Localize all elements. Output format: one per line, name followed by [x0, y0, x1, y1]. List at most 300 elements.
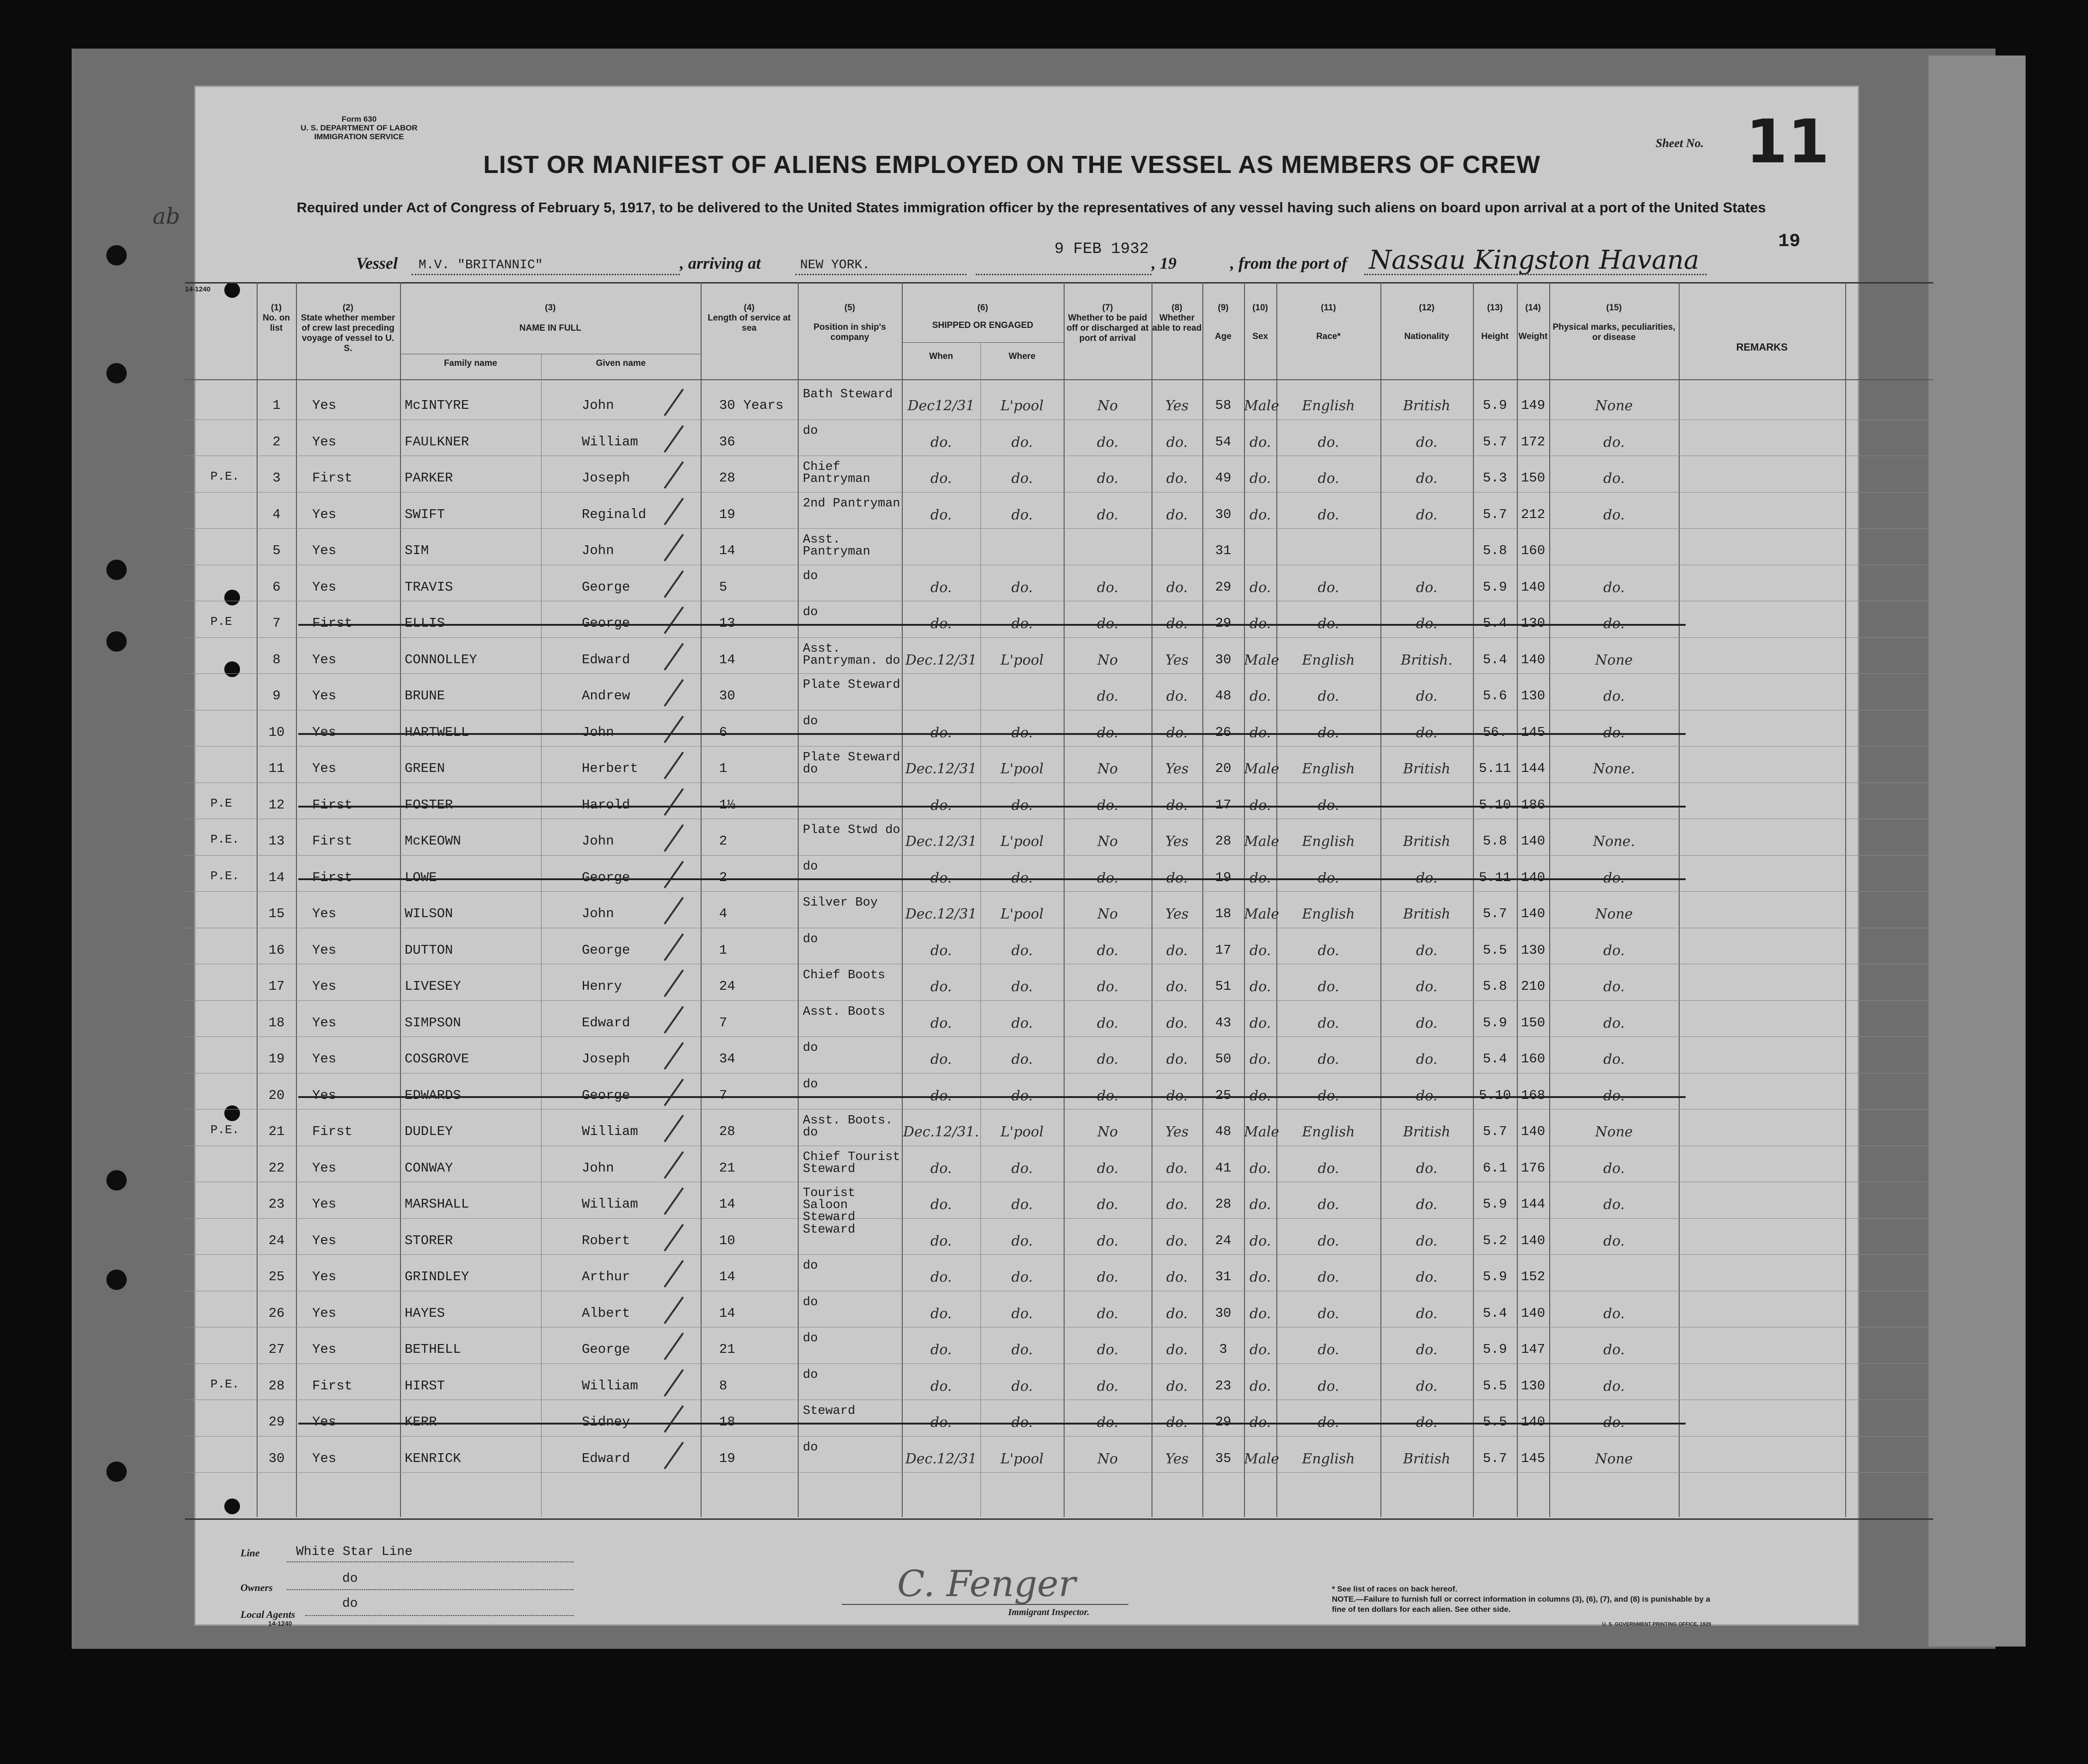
from-underline	[1364, 274, 1706, 275]
cell-weight: 140	[1521, 870, 1546, 885]
cell-nat: do.	[1416, 1087, 1438, 1104]
cell-paid: do.	[1096, 616, 1119, 632]
col-rule	[1549, 282, 1550, 1517]
col-3-header	[400, 303, 701, 333]
form-number: Form 630	[341, 115, 377, 123]
cell-sex: do.	[1249, 1269, 1271, 1285]
cell-given: William	[582, 1378, 638, 1394]
cell-position: Bath Steward	[803, 388, 893, 401]
vessel-name: M.V. "BRITANNIC"	[419, 258, 543, 272]
cell-no: 16	[268, 942, 285, 958]
cell-given: William	[582, 1124, 638, 1139]
cell-where: do.	[1011, 1414, 1033, 1431]
footnotes	[1332, 1584, 1711, 1629]
cell-where: do.	[1011, 1233, 1033, 1249]
cell-position: do	[803, 1440, 818, 1455]
cell-height: 5.9	[1483, 1015, 1507, 1030]
cell-read: do.	[1166, 1342, 1188, 1358]
col-5-header	[798, 303, 902, 343]
cell-state: Yes	[312, 1269, 337, 1284]
cell-state: Yes	[312, 1414, 337, 1430]
cell-no: 13	[268, 833, 285, 849]
cell-age: 17	[1215, 797, 1232, 813]
cell-height: 5.10	[1478, 797, 1511, 813]
cell-when: do.	[930, 1414, 952, 1431]
cell-position: Plate Steward	[803, 678, 900, 692]
cell-state: Yes	[312, 1342, 337, 1357]
cell-read: do.	[1166, 1414, 1188, 1431]
cell-service: 4	[719, 906, 727, 921]
col-rule	[1244, 282, 1245, 1517]
row-rule	[185, 637, 1933, 638]
cell-weight: 145	[1521, 1450, 1546, 1466]
punch-hole	[106, 1170, 127, 1190]
cell-when: Dec.12/31	[905, 833, 977, 850]
cell-nat: do.	[1416, 942, 1438, 959]
margin-note: ab	[153, 204, 180, 229]
row-rule	[185, 891, 1933, 892]
cell-weight: 140	[1521, 1305, 1546, 1321]
cell-no: 20	[268, 1087, 285, 1103]
cell-read: do.	[1166, 688, 1188, 704]
crew-table	[185, 282, 1933, 1520]
cell-state: Yes	[312, 724, 337, 740]
inspector-signature: C. Fenger	[897, 1563, 1076, 1605]
row-rule	[185, 1436, 1933, 1437]
cell-marks: None	[1595, 1124, 1633, 1140]
cell-weight: 160	[1521, 1051, 1546, 1067]
cell-weight: 140	[1521, 579, 1546, 595]
col-number: (15)	[1606, 303, 1622, 313]
cell-weight: 130	[1521, 1378, 1546, 1394]
cell-no: 21	[268, 1124, 285, 1139]
cell-service: 8	[719, 1378, 727, 1394]
strike-through-line	[298, 1096, 1686, 1098]
cell-state: Yes	[312, 1197, 337, 1212]
col-2-header	[298, 303, 398, 354]
punch-hole	[106, 560, 127, 580]
col-label: Weight	[1518, 332, 1548, 341]
cell-when: Dec.12/31	[905, 652, 977, 668]
col-rule	[1679, 282, 1680, 1517]
cell-race: English	[1302, 906, 1355, 922]
header-bottom-rule	[185, 379, 1933, 380]
cell-sex: do.	[1249, 1197, 1271, 1213]
col-rule	[1473, 282, 1474, 1517]
cell-height: 5.4	[1483, 652, 1507, 667]
cell-height: 5.6	[1483, 688, 1507, 703]
cell-when: Dec.12/31	[905, 761, 977, 777]
footnote-penalty: NOTE.—Failure to furnish full or correct information in columns (3), (6), (7), and (8) is punishable by a fine of ten dollars for each alien. See other side.	[1332, 1595, 1710, 1614]
cell-state: Yes	[312, 579, 337, 595]
cell-weight: 140	[1521, 906, 1546, 921]
cell-paid: do.	[1096, 470, 1119, 487]
cell-weight: 150	[1521, 1015, 1546, 1030]
agents-underline	[305, 1615, 573, 1616]
cell-paid: do.	[1096, 1233, 1119, 1249]
cell-age: 31	[1215, 1269, 1232, 1284]
cell-sex: do.	[1249, 724, 1271, 741]
cell-when: do.	[930, 870, 952, 886]
cell-weight: 152	[1521, 1269, 1546, 1284]
cell-service: 28	[719, 470, 735, 486]
col-number: (7)	[1102, 303, 1113, 313]
owners-value: do	[342, 1572, 358, 1586]
cell-height: 5.7	[1483, 1124, 1507, 1139]
col-label: Nationality	[1404, 332, 1449, 341]
cell-sex: Male	[1244, 1124, 1279, 1140]
pe-mark: P.E	[210, 615, 232, 629]
cell-race: do.	[1318, 870, 1339, 886]
cell-weight: 160	[1521, 543, 1546, 558]
cell-position: do	[803, 605, 818, 619]
cell-when: do.	[930, 1051, 952, 1067]
cell-given: John	[582, 1160, 614, 1176]
cell-given: Joseph	[582, 470, 630, 486]
cell-state: First	[312, 1124, 353, 1139]
cell-race: do.	[1318, 579, 1339, 596]
cell-given: George	[582, 1087, 630, 1103]
cell-no: 26	[268, 1305, 285, 1321]
cell-state: Yes	[312, 1450, 337, 1466]
cell-paid: No	[1097, 906, 1118, 922]
col-number: (4)	[744, 303, 755, 313]
col-11-header	[1276, 303, 1380, 342]
cell-race: do.	[1318, 1015, 1339, 1031]
cell-race: English	[1302, 652, 1355, 668]
owners-label: Owners	[240, 1582, 273, 1593]
cell-race: English	[1302, 833, 1355, 850]
cell-height: 5.9	[1483, 1269, 1507, 1284]
cell-sex: do.	[1249, 688, 1271, 704]
col-8-header	[1152, 303, 1202, 333]
cell-read: do.	[1166, 1378, 1188, 1394]
col-10-header	[1244, 303, 1276, 342]
cell-position: Plate Stwd do	[803, 823, 900, 837]
cell-given: George	[582, 870, 630, 885]
cell-service: 24	[719, 979, 735, 994]
col-rule	[1845, 282, 1846, 1517]
col-6-header	[902, 303, 1064, 331]
cell-weight: 140	[1521, 1414, 1546, 1430]
row-rule	[185, 1109, 1933, 1110]
cell-where: do.	[1011, 1197, 1033, 1213]
cell-nat: do.	[1416, 724, 1438, 741]
cell-marks: do.	[1603, 434, 1625, 450]
cell-sex: do.	[1249, 506, 1271, 523]
cell-when: Dec12/31	[907, 398, 975, 414]
form-code: 14-1240	[185, 285, 211, 293]
cell-race: do.	[1318, 688, 1339, 704]
cell-given: Edward	[582, 1015, 630, 1030]
cell-when: do.	[930, 979, 952, 995]
cell-service: 36	[719, 434, 735, 450]
cell-nat: do.	[1416, 1160, 1438, 1177]
cell-sex: do.	[1249, 1051, 1271, 1067]
cell-position: Asst. Boots. do	[803, 1114, 893, 1140]
agents-label: Local Agents	[240, 1609, 296, 1620]
cell-given: John	[582, 543, 614, 558]
cell-read: do.	[1166, 724, 1188, 741]
cell-weight: 210	[1521, 979, 1546, 994]
cell-race: do.	[1318, 470, 1339, 487]
cell-weight: 172	[1521, 434, 1546, 450]
from-label: , from the port of	[1230, 254, 1348, 272]
cell-nat: do.	[1416, 1269, 1438, 1285]
cell-where: L'pool	[1000, 906, 1044, 922]
cell-race: English	[1302, 1450, 1355, 1467]
col-rule	[1202, 282, 1203, 1517]
cell-service: 19	[719, 1450, 735, 1466]
cell-family: EDWARDS	[405, 1087, 461, 1103]
cell-given: Andrew	[582, 688, 630, 703]
cell-age: 43	[1215, 1015, 1232, 1030]
cell-paid: do.	[1096, 1197, 1119, 1213]
cell-weight: 144	[1521, 1197, 1546, 1212]
cell-service: 7	[719, 1087, 727, 1103]
cell-read: do.	[1166, 942, 1188, 959]
cell-where: L'pool	[1000, 652, 1044, 668]
cell-paid: do.	[1096, 688, 1119, 704]
cell-given: George	[582, 1342, 630, 1357]
cell-state: Yes	[312, 1233, 337, 1248]
cell-read: do.	[1166, 1051, 1188, 1067]
cell-nat: do.	[1416, 1414, 1438, 1431]
cell-family: BETHELL	[405, 1342, 461, 1357]
cell-position: do	[803, 1295, 818, 1309]
cell-where: do.	[1011, 1015, 1033, 1031]
pe-mark: P.E.	[210, 1377, 240, 1391]
cell-race: do.	[1318, 1160, 1339, 1177]
col-number: (11)	[1321, 303, 1336, 313]
cell-when: Dec.12/31.	[903, 1124, 979, 1140]
cell-age: 25	[1215, 1087, 1232, 1103]
cell-height: 5.9	[1483, 398, 1507, 413]
cell-given: Edward	[582, 1450, 630, 1466]
cell-where: do.	[1011, 870, 1033, 886]
col-number: (14)	[1525, 303, 1541, 313]
cell-family: TRAVIS	[405, 579, 453, 595]
cell-age: 41	[1215, 1160, 1232, 1176]
cell-sex: do.	[1249, 979, 1271, 995]
cell-given: Robert	[582, 1233, 630, 1248]
cell-family: BRUNE	[405, 688, 445, 703]
cell-family: WILSON	[405, 906, 453, 921]
col-number: (1)	[271, 303, 282, 313]
cell-no: 27	[268, 1342, 285, 1357]
cell-given: John	[582, 398, 614, 413]
cell-family: CONNOLLEY	[405, 652, 477, 667]
cell-height: 5.4	[1483, 1051, 1507, 1067]
cell-state: Yes	[312, 1305, 337, 1321]
cell-marks: None	[1595, 652, 1633, 668]
shipped-subheader-rule	[902, 342, 1064, 343]
cell-state: Yes	[312, 398, 337, 413]
footnote-races: * See list of races on back hereof.	[1332, 1585, 1458, 1593]
service-name: IMMIGRATION SERVICE	[314, 132, 404, 141]
punch-hole	[106, 363, 127, 383]
cell-sex: Male	[1244, 906, 1279, 922]
cell-service: 30	[719, 688, 735, 703]
cell-where: do.	[1011, 1269, 1033, 1285]
cell-sex: do.	[1249, 1160, 1271, 1177]
row-rule	[185, 1363, 1933, 1364]
cell-marks: do.	[1603, 1087, 1625, 1104]
cell-weight: 130	[1521, 616, 1546, 631]
cell-state: Yes	[312, 543, 337, 558]
cell-race: do.	[1318, 1051, 1339, 1067]
cell-given: John	[582, 906, 614, 921]
cell-no: 5	[272, 543, 281, 558]
cell-race: do.	[1318, 797, 1339, 814]
cell-family: GRINDLEY	[405, 1269, 469, 1284]
cell-where: do.	[1011, 1342, 1033, 1358]
cell-weight: 150	[1521, 470, 1546, 486]
cell-no: 4	[272, 506, 281, 522]
cell-where: do.	[1011, 942, 1033, 959]
cell-family: LIVESEY	[405, 979, 461, 994]
cell-read: Yes	[1165, 1450, 1189, 1467]
cell-state: Yes	[312, 1015, 337, 1030]
cell-service: 5	[719, 579, 727, 595]
cell-height: 5.7	[1483, 434, 1507, 450]
cell-service: 21	[719, 1342, 735, 1357]
given-name-header: Given name	[596, 358, 646, 368]
col-label: Sex	[1252, 332, 1268, 341]
cell-nat: do.	[1416, 470, 1438, 487]
cell-paid: do.	[1096, 1051, 1119, 1067]
cell-age: 20	[1215, 761, 1232, 776]
cell-height: 5.11	[1478, 870, 1511, 885]
cell-state: Yes	[312, 906, 337, 921]
cell-marks: None.	[1593, 833, 1635, 850]
col-label: NAME IN FULL	[519, 323, 582, 333]
cell-age: 29	[1215, 1414, 1232, 1430]
cell-read: Yes	[1165, 833, 1189, 850]
cell-sex: do.	[1249, 470, 1271, 487]
cell-paid: No	[1097, 398, 1118, 414]
cell-race: do.	[1318, 1414, 1339, 1431]
cell-position: 2nd Pantryman	[803, 496, 900, 511]
col-label: Whether to be paid off or discharged at port of arrival	[1066, 313, 1149, 343]
date-stamp: 9 FEB 1932	[1054, 241, 1149, 258]
col-label: No. on list	[262, 313, 290, 333]
cell-height: 5.9	[1483, 1197, 1507, 1212]
page-title: LIST OR MANIFEST OF ALIENS EMPLOYED ON THE VESSEL AS MEMBERS OF CREW	[483, 151, 1541, 179]
cell-when: do.	[930, 942, 952, 959]
cell-read: Yes	[1165, 906, 1189, 922]
agents-value: do	[342, 1597, 358, 1611]
department-name: U. S. DEPARTMENT OF LABOR	[301, 123, 418, 132]
cell-position: do	[803, 714, 818, 728]
cell-given: John	[582, 833, 614, 849]
col-number: (5)	[844, 303, 856, 313]
cell-height: 5.7	[1483, 906, 1507, 921]
col-rule	[1064, 282, 1065, 1517]
owners-underline	[287, 1589, 573, 1590]
cell-weight: 147	[1521, 1342, 1546, 1357]
cell-weight: 144	[1521, 761, 1546, 776]
cell-when: do.	[930, 1087, 952, 1104]
cell-sex: do.	[1249, 870, 1271, 886]
cell-given: John	[582, 724, 614, 740]
cell-family: ELLIS	[405, 616, 445, 631]
cell-sex: Male	[1244, 398, 1279, 414]
cell-service: 2	[719, 833, 727, 849]
cell-state: Yes	[312, 1051, 337, 1067]
cell-read: do.	[1166, 470, 1188, 487]
cell-service: 14	[719, 652, 735, 667]
cell-when: do.	[930, 1342, 952, 1358]
cell-nat: do.	[1416, 1233, 1438, 1249]
cell-paid: do.	[1096, 1414, 1119, 1431]
date-underline	[976, 274, 1152, 275]
cell-age: 17	[1215, 942, 1232, 958]
cell-paid: do.	[1096, 1269, 1119, 1285]
cell-position: Steward	[803, 1222, 856, 1237]
col-4-header	[701, 303, 798, 333]
cell-service: 28	[719, 1124, 735, 1139]
cell-paid: do.	[1096, 1160, 1119, 1177]
cell-service: 2	[719, 870, 727, 885]
cell-position: Tourist Saloon Steward	[803, 1186, 856, 1224]
col-number: (6)	[977, 303, 988, 313]
cell-where: L'pool	[1000, 1450, 1044, 1467]
cell-sex: do.	[1249, 1087, 1271, 1104]
cell-age: 28	[1215, 833, 1232, 849]
cell-no: 3	[272, 470, 281, 486]
pe-mark: P.E.	[210, 833, 240, 846]
cell-no: 10	[268, 724, 285, 740]
cell-paid: No	[1097, 1450, 1118, 1467]
cell-where: do.	[1011, 1051, 1033, 1067]
cell-no: 28	[268, 1378, 285, 1394]
cell-state: Yes	[312, 506, 337, 522]
printer-note: U. S. GOVERNMENT PRINTING OFFICE, 1929	[1602, 1622, 1711, 1627]
cell-state: First	[312, 616, 353, 631]
cell-given: George	[582, 579, 630, 595]
cell-age: 48	[1215, 1124, 1232, 1139]
page-stamp: 19	[1778, 231, 1801, 252]
strike-through-line	[298, 878, 1686, 880]
cell-where: do.	[1011, 616, 1033, 632]
cell-where: do.	[1011, 1087, 1033, 1104]
cell-family: HAYES	[405, 1305, 445, 1321]
cell-age: 19	[1215, 870, 1232, 885]
cell-service: 1	[719, 942, 727, 958]
where-header: Where	[1008, 352, 1036, 361]
cell-race: do.	[1318, 1305, 1339, 1322]
cell-weight: 212	[1521, 506, 1546, 522]
cell-paid: do.	[1096, 1342, 1119, 1358]
cell-no: 9	[272, 688, 281, 703]
cell-marks: do.	[1603, 1378, 1625, 1394]
col-rule	[400, 282, 401, 1517]
cell-when: do.	[930, 1015, 952, 1031]
cell-given: George	[582, 616, 630, 631]
cell-position: Asst. Pantryman. do	[803, 641, 900, 668]
cell-sex: do.	[1249, 1233, 1271, 1249]
cell-race: do.	[1318, 1197, 1339, 1213]
cell-state: First	[312, 797, 353, 813]
cell-service: 7	[719, 1015, 727, 1030]
cell-race: English	[1302, 1124, 1355, 1140]
cell-sex: Male	[1244, 1450, 1279, 1467]
arriving-label: , arriving at	[680, 254, 761, 272]
row-rule	[185, 673, 1933, 674]
cell-service: 1	[719, 761, 727, 776]
cell-marks: do.	[1603, 979, 1625, 995]
